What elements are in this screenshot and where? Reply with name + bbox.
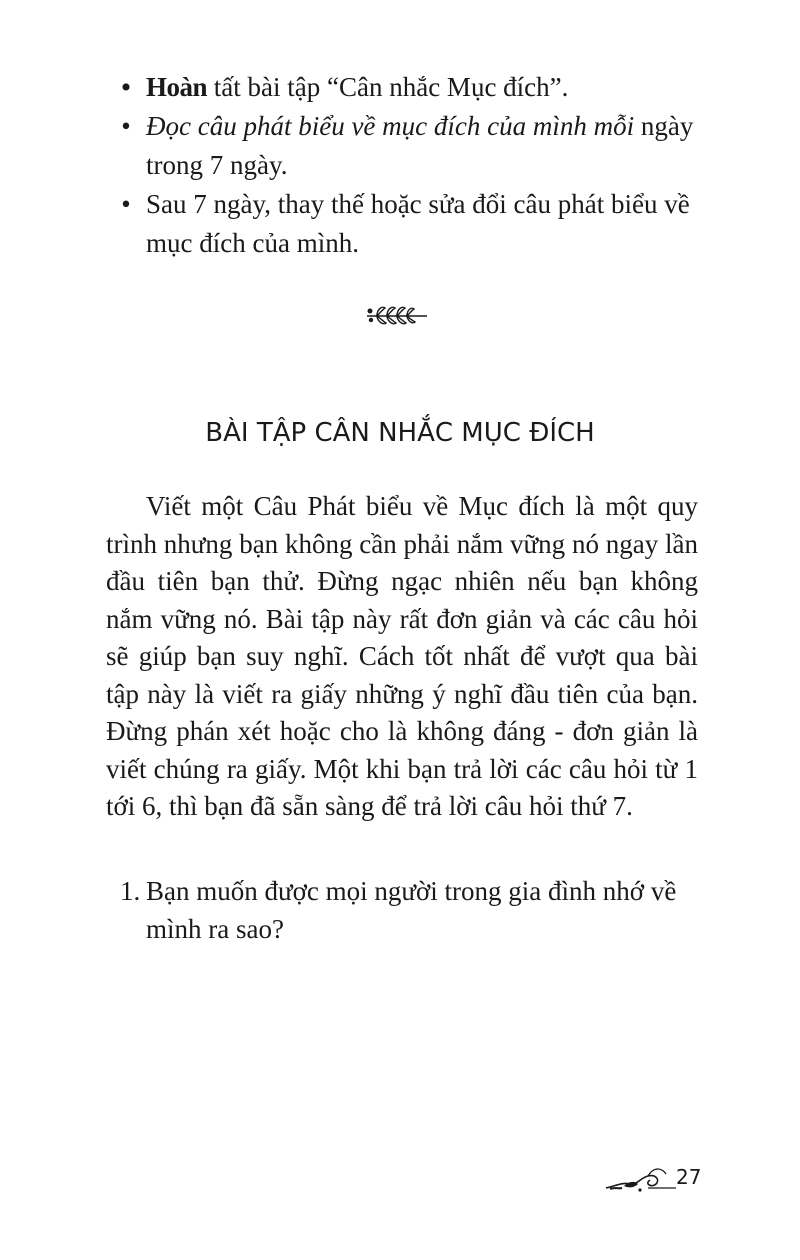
bullet-text-italic: Đọc câu phát biểu về mục đích của mình mỗi — [146, 111, 635, 141]
numbered-list — [106, 873, 698, 948]
list-item-text: Bạn muốn được mọi người trong gia đình nhớ về mình ra sao? — [146, 876, 677, 944]
list-item — [112, 107, 712, 185]
page-number: 27 — [676, 1165, 702, 1189]
list-number: 1. — [120, 876, 141, 906]
list-item — [112, 68, 712, 107]
bullet-marker: • — [121, 111, 131, 141]
bullet-list — [112, 68, 712, 263]
list-item — [112, 185, 712, 263]
list-item — [106, 873, 698, 948]
body-paragraph: Viết một Câu Phát biểu về Mục đích là một quy trình nhưng bạn không cần phải nắm vững nó ngay lần đầu tiên bạn thử. Đừng ngạc nhiên nếu bạn không nắm vững nó. Bài tập này rất đơn giản và các câu hỏi sẽ giúp bạn suy nghĩ. Cách tốt nhất để vượt qua bài tập này là viết ra giấy những ý nghĩ đầu tiên của bạn. Đừng phán xét hoặc cho là không đáng - đơn giản là viết chúng ra giấy. Một khi bạn trả lời các câu hỏi từ 1 tới 6, thì bạn đã sẵn sàng để trả lời câu hỏi thứ 7. — [106, 491, 698, 821]
bullet-text: ngày trong 7 ngày. — [146, 111, 694, 180]
bullet-lead-word: Hoàn — [146, 72, 208, 102]
bullet-text: tất bài tập “Cân nhắc Mục đích”. — [207, 72, 569, 102]
section-heading: BÀI TẬP CÂN NHẮC MỤC ĐÍCH — [205, 418, 595, 448]
bullet-marker: • — [120, 71, 132, 104]
bullet-text: Sau 7 ngày, thay thế hoặc sửa đổi câu phát biểu về mục đích của mình. — [146, 189, 690, 258]
bullet-marker: • — [121, 189, 131, 219]
leaf-sprig-ornament-icon — [365, 298, 429, 332]
